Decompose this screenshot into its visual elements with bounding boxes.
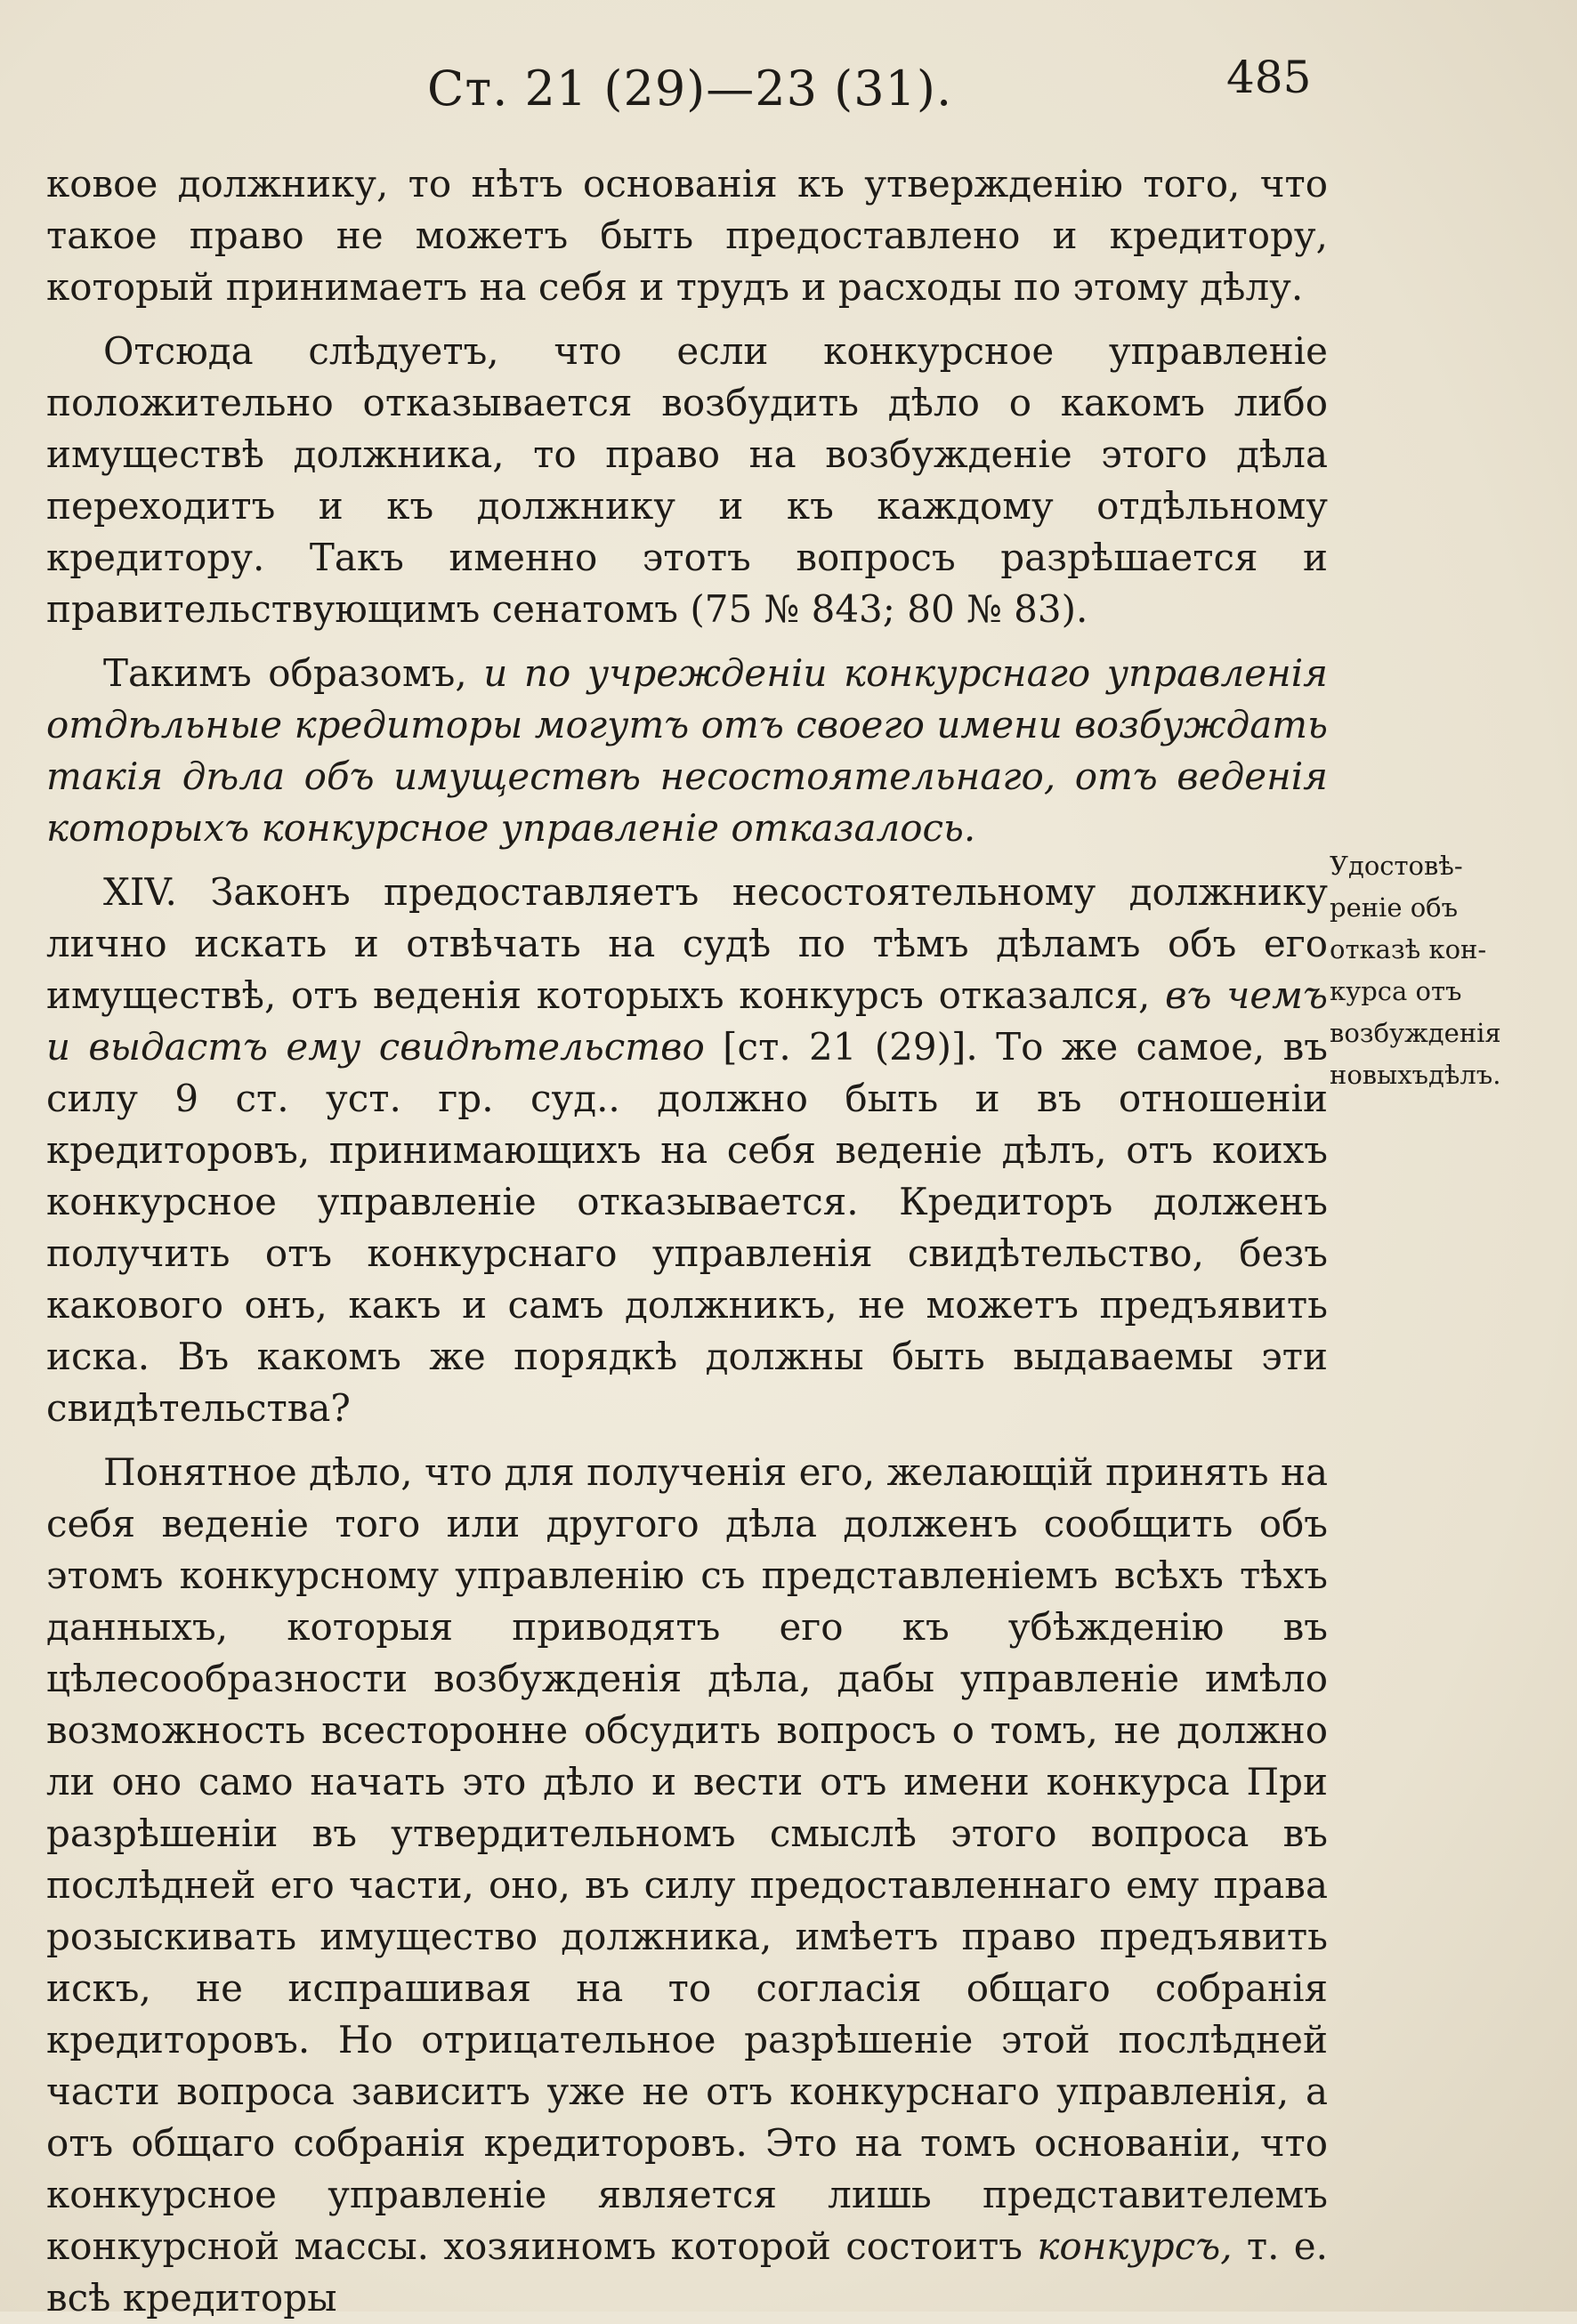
paragraph-5-part-b: т. е. всѣ кредиторы — [46, 2224, 1328, 2320]
running-title: Ст. 21 (29)—23 (31). — [427, 61, 953, 117]
margin-note-line: курса отъ — [1330, 976, 1462, 1006]
paragraph-4-italic: въ чемъ и выдастъ ему свидѣтельство — [46, 973, 1328, 1069]
paragraph-1: ковое должнику, то нѣтъ основанія къ утвержденію того, что такое право не можетъ быть предоставлено и кредитору, который принимаетъ на себя и трудъ и расходы по этому дѣлу. — [46, 162, 1328, 309]
paragraph-3-italic: и по учрежденіи конкурснаго управленія отдѣльные кредиторы могутъ отъ своего имени возбуждать такія дѣла объ имуществѣ несостоятельнаго, отъ веденія которыхъ конкурсное управленіе отказалось. — [46, 651, 1328, 850]
paragraph-4-part-a: XIV. Законъ предоставляетъ несостоятельному должнику лично искать и отвѣчать на судѣ по тѣмъ дѣламъ объ его имуществѣ, отъ веденія которыхъ конкурсъ отказался, — [46, 870, 1328, 1017]
paragraph-3-lead: Такимъ образомъ, — [103, 651, 467, 695]
paragraph-5-part-a: Понятное дѣло, что для полученія его, желающій принять на себя веденіе того или другого дѣла долженъ сообщить объ этомъ конкурсному управленію съ представленіемъ всѣхъ тѣхъ данныхъ, которыя приводятъ его къ убѣжденію въ цѣлесообразности возбужденія дѣла, дабы управленіе имѣло возможность всесторонне обсудить вопросъ о томъ, не должно ли оно само начать это дѣло и вести отъ имени конкурса При разрѣшеніи въ утвердительномъ смыслѣ этого вопроса въ послѣдней его части, оно, въ силу предоставленнаго ему права розыскивать имущество должника, имѣетъ право предъявить искъ, не испрашивая на то согласія общаго собранія кредиторовъ. Но отрицательное разрѣшеніе этой послѣдней части вопроса зависитъ уже не отъ конкурснаго управленія, а отъ общаго собранія кредиторовъ. Это на томъ основаніи, что конкурсное управленіе является лишь представителемъ конкурсной массы. хозяиномъ которой состоитъ — [46, 1450, 1328, 2268]
margin-note-line: новыхъдѣлъ. — [1330, 1060, 1501, 1090]
running-head — [0, 52, 1577, 123]
page-number: 485 — [1226, 52, 1312, 103]
paragraph-2: Отсюда слѣдуетъ, что если конкурсное управленіе положительно отказывается возбудить дѣло о какомъ либо имуществѣ должника, то право на возбужденіе этого дѣла переходитъ и къ должнику и къ каждому отдѣльному кредитору. Такъ именно этотъ вопросъ разрѣшается и правительствующимъ сенатомъ (75 № 843; 80 № 83). — [46, 329, 1328, 631]
margin-note — [1330, 845, 1527, 1096]
margin-note-line: реніе объ — [1330, 892, 1459, 923]
margin-note-line: отказѣ кон- — [1330, 934, 1487, 964]
paragraph-3 — [46, 648, 1328, 854]
paragraph-5-italic: конкурсъ, — [1037, 2224, 1233, 2268]
paragraph-5 — [46, 1447, 1328, 2324]
paragraph-4 — [46, 867, 1328, 1434]
paragraph-4-part-b: [ст. 21 (29)]. То же самое, въ силу 9 ст. уст. гр. суд.. должно быть и въ отношеніи кредиторовъ, принимающихъ на себя веденіе дѣлъ, отъ коихъ конкурсное управленіе отказывается. Кредиторъ долженъ получить отъ конкурснаго управленія свидѣтельство, безъ какового онъ, какъ и самъ должникъ, не можетъ предъявить иска. Въ какомъ же порядкѣ должны быть выдаваемы эти свидѣтельства? — [46, 1025, 1328, 1430]
margin-note-line: возбужденія — [1330, 1018, 1501, 1048]
body-text — [46, 158, 1328, 2324]
margin-note-line: Удостовѣ- — [1330, 851, 1463, 881]
